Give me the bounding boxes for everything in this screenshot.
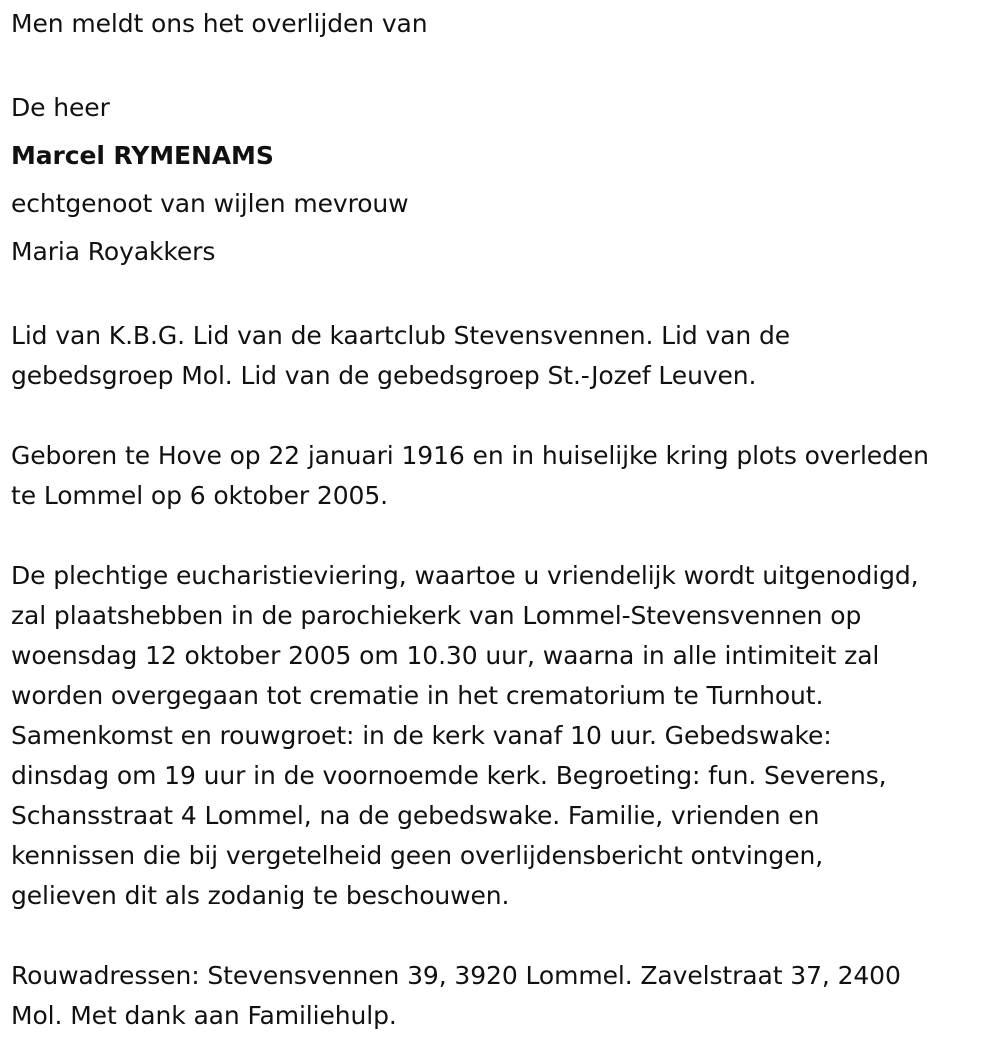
birth-death-paragraph <box>11 436 993 516</box>
obituary-notice <box>11 4 993 1036</box>
spacer <box>11 44 993 84</box>
spouse-prefix: echtgenoot van wijlen mevrouw <box>11 189 409 218</box>
ceremony-line: dinsdag om 19 uur in de voornoemde kerk. Begroeting: fun. Severens, <box>11 761 887 790</box>
ceremony-line: De plechtige eucharistieviering, waartoe u vriendelijk wordt uitgenodigd, <box>11 561 919 590</box>
memberships-paragraph <box>11 316 993 396</box>
ceremony-line: worden overgegaan tot crematie in het crematorium te Turnhout. <box>11 681 824 710</box>
ceremony-line: woensdag 12 oktober 2005 om 10.30 uur, waarna in alle intimiteit zal <box>11 641 880 670</box>
intro-line: Men meldt ons het overlijden van <box>11 9 428 38</box>
memberships-line: gebedsgroep Mol. Lid van de gebedsgroep St.-Jozef Leuven. <box>11 361 757 390</box>
birth-death-line: te Lommel op 6 oktober 2005. <box>11 481 388 510</box>
spacer <box>11 516 993 556</box>
addresses-line: Rouwadressen: Stevensvennen 39, 3920 Lommel. Zavelstraat 37, 2400 <box>11 961 901 990</box>
ceremony-line: Samenkomst en rouwgroet: in de kerk vanaf 10 uur. Gebedswake: <box>11 721 832 750</box>
birth-death-line: Geboren te Hove op 22 januari 1916 en in huiselijke kring plots overleden <box>11 441 929 470</box>
ceremony-paragraph <box>11 556 993 916</box>
ceremony-line: gelieven dit als zodanig te beschouwen. <box>11 881 510 910</box>
addresses-paragraph <box>11 956 993 1036</box>
spouse-name: Maria Royakkers <box>11 237 216 266</box>
salutation: De heer <box>11 93 110 122</box>
spacer <box>11 276 993 316</box>
ceremony-line: zal plaatshebben in de parochiekerk van Lommel-Stevensvennen op <box>11 601 862 630</box>
ceremony-line: Schansstraat 4 Lommel, na de gebedswake. Familie, vrienden en <box>11 801 820 830</box>
deceased-name: Marcel RYMENAMS <box>11 141 274 170</box>
spacer <box>11 396 993 436</box>
addresses-line: Mol. Met dank aan Familiehulp. <box>11 1001 397 1030</box>
spacer <box>11 916 993 956</box>
memberships-line: Lid van K.B.G. Lid van de kaartclub Stevensvennen. Lid van de <box>11 321 791 350</box>
ceremony-line: kennissen die bij vergetelheid geen overlijdensbericht ontvingen, <box>11 841 824 870</box>
